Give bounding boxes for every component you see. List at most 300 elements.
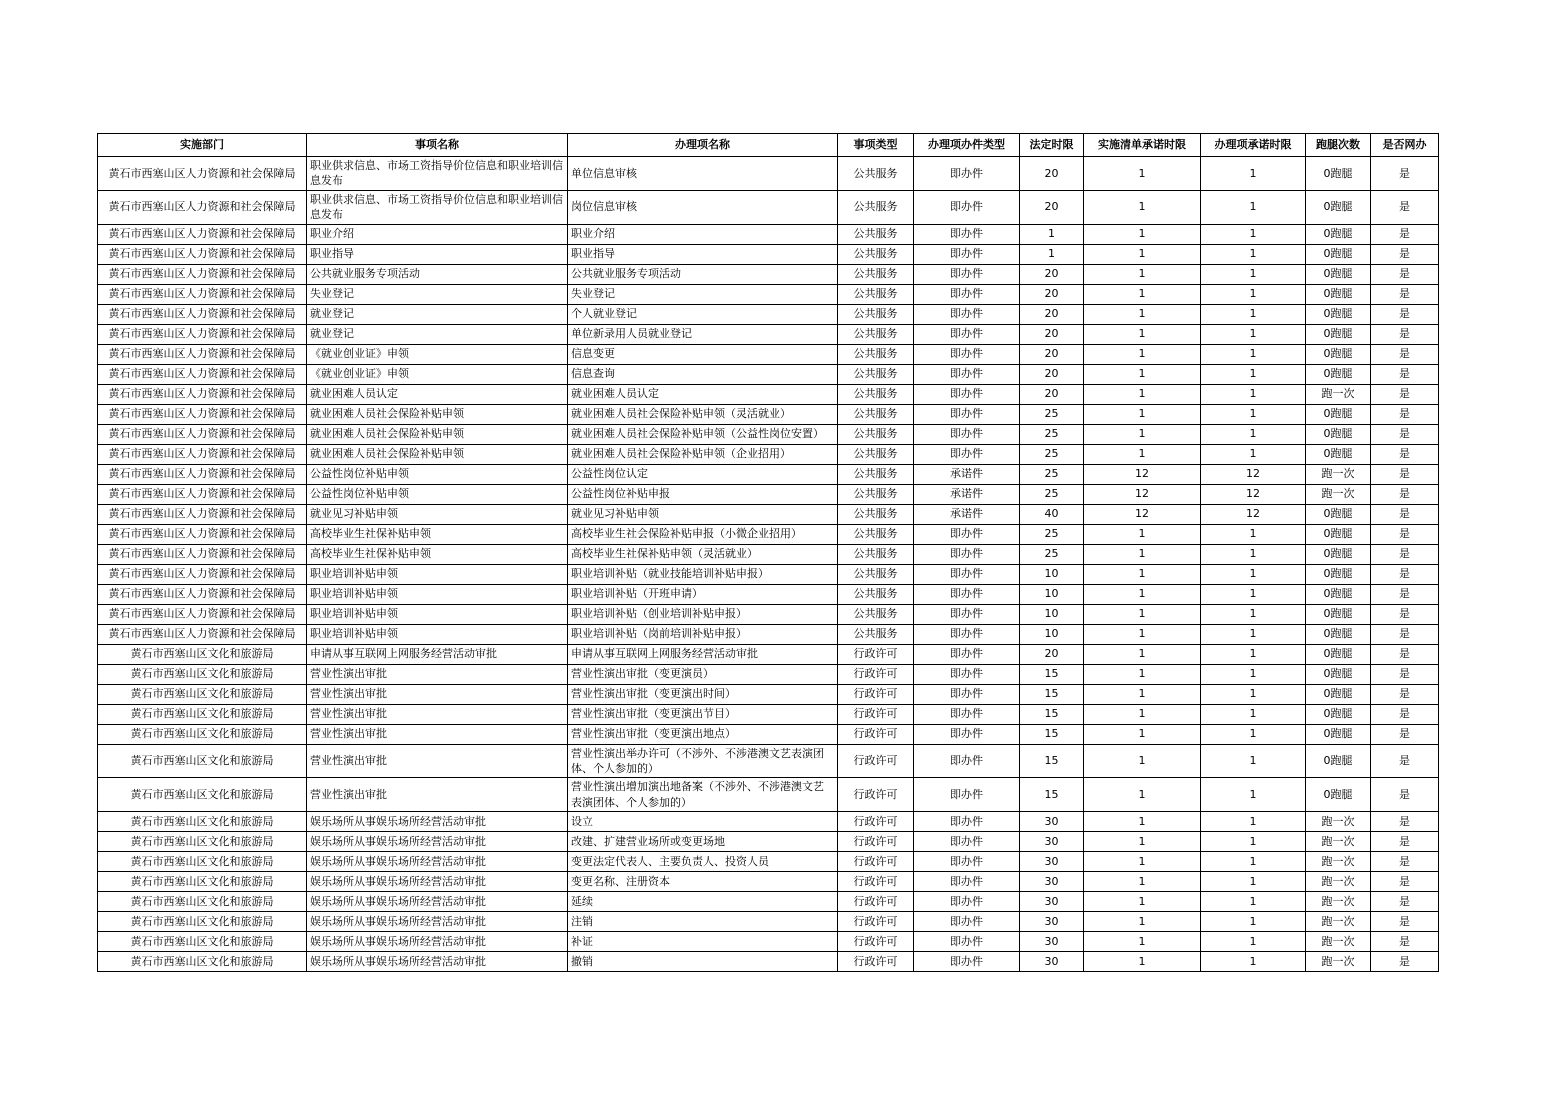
table-cell: 1: [1084, 812, 1201, 832]
table-cell: 黄石市西塞山区文化和旅游局: [98, 952, 307, 972]
table-cell: 公共服务: [838, 384, 914, 404]
table-row: [98, 344, 1439, 364]
table-cell: 岗位信息审核: [568, 190, 838, 224]
table-cell: 0跑腿: [1306, 364, 1371, 384]
table-cell: 黄石市西塞山区文化和旅游局: [98, 744, 307, 778]
table-row: [98, 604, 1439, 624]
table-cell: 1: [1201, 384, 1306, 404]
table-cell: 0跑腿: [1306, 624, 1371, 644]
table-cell: 即办件: [914, 224, 1020, 244]
table-cell: 1: [1084, 344, 1201, 364]
table-cell: 12: [1201, 464, 1306, 484]
table-cell: 是: [1371, 284, 1439, 304]
table-cell: 15: [1020, 684, 1084, 704]
table-cell: 0跑腿: [1306, 424, 1371, 444]
table-cell: 黄石市西塞山区人力资源和社会保障局: [98, 484, 307, 504]
table-cell: 就业见习补贴申领: [307, 504, 568, 524]
table-cell: 1: [1201, 190, 1306, 224]
table-cell: 1: [1201, 344, 1306, 364]
table-cell: 黄石市西塞山区文化和旅游局: [98, 832, 307, 852]
table-cell: 1: [1084, 778, 1201, 812]
table-cell: 1: [1201, 584, 1306, 604]
table-row: [98, 724, 1439, 744]
table-cell: 0跑腿: [1306, 704, 1371, 724]
table-cell: 黄石市西塞山区人力资源和社会保障局: [98, 244, 307, 264]
table-row: [98, 364, 1439, 384]
table-cell: 20: [1020, 304, 1084, 324]
table-cell: 1: [1084, 384, 1201, 404]
table-cell: 单位新录用人员就业登记: [568, 324, 838, 344]
table-cell: 20: [1020, 364, 1084, 384]
table-cell: 是: [1371, 264, 1439, 284]
table-row: [98, 932, 1439, 952]
table-cell: 30: [1020, 932, 1084, 952]
table-cell: 跑一次: [1306, 812, 1371, 832]
table-cell: 20: [1020, 157, 1084, 191]
table-cell: 高校毕业生社保补贴申领: [307, 544, 568, 564]
table-cell: 1: [1201, 952, 1306, 972]
table-cell: 1: [1084, 604, 1201, 624]
table-cell: 职业培训补贴（就业技能培训补贴申报）: [568, 564, 838, 584]
table-cell: 是: [1371, 444, 1439, 464]
table-cell: 跑一次: [1306, 872, 1371, 892]
table-cell: 娱乐场所从事娱乐场所经营活动审批: [307, 932, 568, 952]
table-cell: 单位信息审核: [568, 157, 838, 191]
table-cell: 1: [1084, 264, 1201, 284]
table-cell: 1: [1201, 224, 1306, 244]
table-cell: 娱乐场所从事娱乐场所经营活动审批: [307, 952, 568, 972]
table-cell: 是: [1371, 912, 1439, 932]
table-cell: 娱乐场所从事娱乐场所经营活动审批: [307, 832, 568, 852]
table-cell: 1: [1084, 444, 1201, 464]
table-cell: 黄石市西塞山区人力资源和社会保障局: [98, 544, 307, 564]
table-row: [98, 684, 1439, 704]
table-row: [98, 744, 1439, 778]
table-cell: 黄石市西塞山区人力资源和社会保障局: [98, 344, 307, 364]
table-cell: 《就业创业证》申领: [307, 344, 568, 364]
table-cell: 公益性岗位补贴申领: [307, 464, 568, 484]
table-cell: 撤销: [568, 952, 838, 972]
table-cell: 0跑腿: [1306, 644, 1371, 664]
table-cell: 公共服务: [838, 544, 914, 564]
table-cell: 公共服务: [838, 190, 914, 224]
table-cell: 公共服务: [838, 624, 914, 644]
table-cell: 是: [1371, 778, 1439, 812]
table-cell: 娱乐场所从事娱乐场所经营活动审批: [307, 892, 568, 912]
table-cell: 是: [1371, 384, 1439, 404]
table-cell: 是: [1371, 244, 1439, 264]
table-cell: 跑一次: [1306, 912, 1371, 932]
table-cell: 职业指导: [307, 244, 568, 264]
table-cell: 1: [1201, 664, 1306, 684]
table-cell: 黄石市西塞山区人力资源和社会保障局: [98, 284, 307, 304]
table-cell: 职业培训补贴申领: [307, 584, 568, 604]
table-cell: 1: [1020, 244, 1084, 264]
table-cell: 0跑腿: [1306, 604, 1371, 624]
table-cell: 行政许可: [838, 704, 914, 724]
table-cell: 15: [1020, 724, 1084, 744]
table-cell: 15: [1020, 744, 1084, 778]
table-cell: 1: [1084, 624, 1201, 644]
table-cell: 25: [1020, 544, 1084, 564]
table-cell: 公共服务: [838, 584, 914, 604]
table-cell: 是: [1371, 544, 1439, 564]
table-cell: 职业培训补贴（创业培训补贴申报）: [568, 604, 838, 624]
table-cell: 公共服务: [838, 484, 914, 504]
table-row: [98, 564, 1439, 584]
table-cell: 12: [1084, 504, 1201, 524]
table-cell: 即办件: [914, 852, 1020, 872]
table-cell: 0跑腿: [1306, 504, 1371, 524]
col-header-processing-item-name: 办理项名称: [568, 134, 838, 157]
table-cell: 职业介绍: [307, 224, 568, 244]
table-cell: 公共服务: [838, 224, 914, 244]
table-cell: 1: [1084, 224, 1201, 244]
table-cell: 改建、扩建营业场所或变更场地: [568, 832, 838, 852]
table-cell: 即办件: [914, 424, 1020, 444]
table-cell: 15: [1020, 664, 1084, 684]
table-cell: 是: [1371, 404, 1439, 424]
table-cell: 1: [1084, 584, 1201, 604]
table-cell: 黄石市西塞山区人力资源和社会保障局: [98, 584, 307, 604]
table-cell: 1: [1201, 424, 1306, 444]
table-cell: 营业性演出举办许可（不涉外、不涉港澳文艺表演团体、个人参加的）: [568, 744, 838, 778]
table-cell: 是: [1371, 852, 1439, 872]
table-cell: 即办件: [914, 832, 1020, 852]
table-cell: 公共服务: [838, 444, 914, 464]
table-cell: 黄石市西塞山区文化和旅游局: [98, 852, 307, 872]
table-cell: 30: [1020, 872, 1084, 892]
table-row: [98, 284, 1439, 304]
table-cell: 即办件: [914, 704, 1020, 724]
table-cell: 营业性演出审批: [307, 704, 568, 724]
table-cell: 是: [1371, 952, 1439, 972]
table-cell: 0跑腿: [1306, 524, 1371, 544]
table-cell: 10: [1020, 604, 1084, 624]
table-cell: 即办件: [914, 584, 1020, 604]
table-cell: 15: [1020, 778, 1084, 812]
table-cell: 1: [1201, 872, 1306, 892]
table-cell: 公共服务: [838, 364, 914, 384]
table-cell: 营业性演出审批: [307, 684, 568, 704]
table-cell: 1: [1084, 832, 1201, 852]
table-cell: 1: [1201, 544, 1306, 564]
table-cell: 营业性演出审批（变更演出时间）: [568, 684, 838, 704]
table-cell: 是: [1371, 564, 1439, 584]
table-cell: 跑一次: [1306, 384, 1371, 404]
table-cell: 1: [1084, 544, 1201, 564]
table-row: [98, 304, 1439, 324]
table-cell: 12: [1201, 484, 1306, 504]
table-row: [98, 832, 1439, 852]
table-cell: 是: [1371, 704, 1439, 724]
table-cell: 失业登记: [568, 284, 838, 304]
table-cell: 即办件: [914, 724, 1020, 744]
table-cell: 公共服务: [838, 284, 914, 304]
table-cell: 10: [1020, 564, 1084, 584]
table-cell: 行政许可: [838, 952, 914, 972]
table-cell: 公共服务: [838, 564, 914, 584]
table-cell: 20: [1020, 384, 1084, 404]
table-cell: 行政许可: [838, 724, 914, 744]
table-cell: 行政许可: [838, 778, 914, 812]
table-cell: 公共服务: [838, 424, 914, 444]
table-cell: 行政许可: [838, 932, 914, 952]
table-cell: 变更法定代表人、主要负责人、投资人员: [568, 852, 838, 872]
table-cell: 营业性演出审批（变更演出节目）: [568, 704, 838, 724]
table-cell: 高校毕业生社会保险补贴申报（小微企业招用）: [568, 524, 838, 544]
table-cell: 行政许可: [838, 644, 914, 664]
table-cell: 即办件: [914, 872, 1020, 892]
table-cell: 1: [1084, 724, 1201, 744]
table-cell: 即办件: [914, 264, 1020, 284]
table-row: [98, 157, 1439, 191]
table-cell: 即办件: [914, 564, 1020, 584]
table-cell: 1: [1084, 892, 1201, 912]
table-cell: 黄石市西塞山区人力资源和社会保障局: [98, 364, 307, 384]
table-cell: 20: [1020, 264, 1084, 284]
table-cell: 是: [1371, 932, 1439, 952]
table-cell: 即办件: [914, 892, 1020, 912]
table-cell: 1: [1084, 952, 1201, 972]
table-cell: 1: [1201, 264, 1306, 284]
table-cell: 申请从事互联网上网服务经营活动审批: [568, 644, 838, 664]
table-cell: 黄石市西塞山区人力资源和社会保障局: [98, 224, 307, 244]
table-cell: 1: [1201, 724, 1306, 744]
table-cell: 12: [1201, 504, 1306, 524]
table-cell: 黄石市西塞山区人力资源和社会保障局: [98, 384, 307, 404]
table-cell: 即办件: [914, 157, 1020, 191]
table-cell: 即办件: [914, 544, 1020, 564]
table-cell: 即办件: [914, 364, 1020, 384]
col-header-trip-count: 跑腿次数: [1306, 134, 1371, 157]
table-cell: 25: [1020, 444, 1084, 464]
table-cell: 《就业创业证》申领: [307, 364, 568, 384]
table-cell: 就业困难人员认定: [568, 384, 838, 404]
table-cell: 行政许可: [838, 872, 914, 892]
table-row: [98, 778, 1439, 812]
table-cell: 即办件: [914, 912, 1020, 932]
table-cell: 1: [1084, 644, 1201, 664]
table-row: [98, 384, 1439, 404]
table-cell: 是: [1371, 684, 1439, 704]
table-cell: 1: [1201, 644, 1306, 664]
table-row: [98, 812, 1439, 832]
table-cell: 1: [1084, 852, 1201, 872]
col-header-online-available: 是否网办: [1371, 134, 1439, 157]
table-cell: 是: [1371, 812, 1439, 832]
table-cell: 设立: [568, 812, 838, 832]
table-cell: 0跑腿: [1306, 444, 1371, 464]
table-cell: 黄石市西塞山区人力资源和社会保障局: [98, 624, 307, 644]
table-cell: 30: [1020, 912, 1084, 932]
table-cell: 黄石市西塞山区文化和旅游局: [98, 872, 307, 892]
table-cell: 公共就业服务专项活动: [568, 264, 838, 284]
table-cell: 营业性演出审批: [307, 778, 568, 812]
table-cell: 是: [1371, 484, 1439, 504]
table-cell: 1: [1201, 444, 1306, 464]
table-row: [98, 584, 1439, 604]
table-cell: 1: [1084, 564, 1201, 584]
table-cell: 10: [1020, 584, 1084, 604]
table-cell: 黄石市西塞山区文化和旅游局: [98, 724, 307, 744]
table-row: [98, 264, 1439, 284]
table-cell: 黄石市西塞山区人力资源和社会保障局: [98, 404, 307, 424]
table-cell: 是: [1371, 504, 1439, 524]
table-cell: 20: [1020, 344, 1084, 364]
table-cell: 就业困难人员社会保险补贴申领: [307, 404, 568, 424]
table-cell: 0跑腿: [1306, 744, 1371, 778]
table-cell: 1: [1084, 157, 1201, 191]
table-cell: 是: [1371, 224, 1439, 244]
table-row: [98, 504, 1439, 524]
table-cell: 公共服务: [838, 504, 914, 524]
table-cell: 公共服务: [838, 344, 914, 364]
table-cell: 职业培训补贴申领: [307, 604, 568, 624]
table-row: [98, 484, 1439, 504]
table-cell: 即办件: [914, 384, 1020, 404]
service-items-table: [97, 133, 1439, 972]
table-cell: 公益性岗位认定: [568, 464, 838, 484]
table-cell: 0跑腿: [1306, 157, 1371, 191]
table-body: [98, 157, 1439, 972]
table-cell: 1: [1084, 304, 1201, 324]
table-cell: 黄石市西塞山区人力资源和社会保障局: [98, 564, 307, 584]
table-cell: 职业供求信息、市场工资指导价位信息和职业培训信息发布: [307, 157, 568, 191]
table-cell: 即办件: [914, 524, 1020, 544]
table-cell: 12: [1084, 464, 1201, 484]
table-cell: 承诺件: [914, 484, 1020, 504]
table-cell: 高校毕业生社保补贴申领: [307, 524, 568, 544]
table-cell: 是: [1371, 724, 1439, 744]
table-cell: 黄石市西塞山区文化和旅游局: [98, 912, 307, 932]
table-cell: 1: [1084, 524, 1201, 544]
table-cell: 黄石市西塞山区人力资源和社会保障局: [98, 444, 307, 464]
table-cell: 即办件: [914, 644, 1020, 664]
table-cell: 即办件: [914, 932, 1020, 952]
col-header-list-promised-time-limit: 实施清单承诺时限: [1084, 134, 1201, 157]
col-header-legal-time-limit: 法定时限: [1020, 134, 1084, 157]
table-row: [98, 424, 1439, 444]
table-cell: 信息变更: [568, 344, 838, 364]
table-cell: 是: [1371, 892, 1439, 912]
table-row: [98, 644, 1439, 664]
table-cell: 高校毕业生社保补贴申领（灵活就业）: [568, 544, 838, 564]
table-cell: 20: [1020, 324, 1084, 344]
table-cell: 1: [1084, 704, 1201, 724]
table-cell: 1: [1201, 404, 1306, 424]
table-cell: 黄石市西塞山区人力资源和社会保障局: [98, 524, 307, 544]
table-cell: 1: [1201, 564, 1306, 584]
table-cell: 公共服务: [838, 304, 914, 324]
table-cell: 20: [1020, 644, 1084, 664]
table-cell: 行政许可: [838, 744, 914, 778]
table-cell: 30: [1020, 812, 1084, 832]
table-cell: 是: [1371, 190, 1439, 224]
table-cell: 1: [1201, 324, 1306, 344]
table-cell: 1: [1201, 284, 1306, 304]
col-header-item-promised-time-limit: 办理项承诺时限: [1201, 134, 1306, 157]
table-row: [98, 464, 1439, 484]
table-cell: 公益性岗位补贴申领: [307, 484, 568, 504]
table-cell: 就业登记: [307, 304, 568, 324]
table-cell: 行政许可: [838, 812, 914, 832]
table-cell: 黄石市西塞山区文化和旅游局: [98, 664, 307, 684]
table-cell: 就业困难人员社会保险补贴申领（企业招用）: [568, 444, 838, 464]
table-cell: 即办件: [914, 444, 1020, 464]
table-cell: 1: [1020, 224, 1084, 244]
table-cell: 25: [1020, 464, 1084, 484]
table-cell: 0跑腿: [1306, 324, 1371, 344]
table-cell: 20: [1020, 284, 1084, 304]
table-cell: 1: [1084, 912, 1201, 932]
table-cell: 1: [1084, 744, 1201, 778]
table-cell: 是: [1371, 424, 1439, 444]
table-cell: 0跑腿: [1306, 564, 1371, 584]
table-cell: 就业困难人员社会保险补贴申领（公益性岗位安置）: [568, 424, 838, 444]
table-cell: 黄石市西塞山区文化和旅游局: [98, 932, 307, 952]
table-cell: 0跑腿: [1306, 664, 1371, 684]
table-cell: 0跑腿: [1306, 584, 1371, 604]
table-cell: 公共服务: [838, 324, 914, 344]
table-cell: 公共服务: [838, 404, 914, 424]
table-cell: 黄石市西塞山区文化和旅游局: [98, 892, 307, 912]
table-row: [98, 444, 1439, 464]
table-cell: 黄石市西塞山区文化和旅游局: [98, 812, 307, 832]
table-cell: 跑一次: [1306, 952, 1371, 972]
table-cell: 职业培训补贴申领: [307, 624, 568, 644]
table-cell: 1: [1201, 744, 1306, 778]
table-cell: 黄石市西塞山区人力资源和社会保障局: [98, 304, 307, 324]
table-cell: 即办件: [914, 284, 1020, 304]
table-cell: 跑一次: [1306, 932, 1371, 952]
table-cell: 公共服务: [838, 464, 914, 484]
table-cell: 1: [1201, 832, 1306, 852]
table-cell: 25: [1020, 424, 1084, 444]
table-cell: 营业性演出审批: [307, 664, 568, 684]
table-cell: 即办件: [914, 778, 1020, 812]
table-cell: 娱乐场所从事娱乐场所经营活动审批: [307, 852, 568, 872]
table-cell: 0跑腿: [1306, 304, 1371, 324]
table-cell: 跑一次: [1306, 832, 1371, 852]
table-cell: 跑一次: [1306, 852, 1371, 872]
table-cell: 15: [1020, 704, 1084, 724]
table-cell: 1: [1201, 892, 1306, 912]
table-cell: 1: [1084, 324, 1201, 344]
table-cell: 黄石市西塞山区人力资源和社会保障局: [98, 190, 307, 224]
table-cell: 0跑腿: [1306, 190, 1371, 224]
table-cell: 是: [1371, 364, 1439, 384]
table-cell: 30: [1020, 832, 1084, 852]
table-cell: 行政许可: [838, 664, 914, 684]
table-row: [98, 912, 1439, 932]
table-row: [98, 324, 1439, 344]
table-cell: 即办件: [914, 684, 1020, 704]
table-cell: 是: [1371, 744, 1439, 778]
table-cell: 1: [1084, 664, 1201, 684]
table-cell: 是: [1371, 524, 1439, 544]
table-cell: 0跑腿: [1306, 724, 1371, 744]
table-cell: 就业见习补贴申领: [568, 504, 838, 524]
table-cell: 黄石市西塞山区人力资源和社会保障局: [98, 324, 307, 344]
table-cell: 1: [1201, 778, 1306, 812]
table-cell: 即办件: [914, 812, 1020, 832]
table-cell: 是: [1371, 304, 1439, 324]
table-row: [98, 852, 1439, 872]
table-cell: 行政许可: [838, 832, 914, 852]
table-cell: 公共服务: [838, 244, 914, 264]
table-cell: 1: [1201, 604, 1306, 624]
